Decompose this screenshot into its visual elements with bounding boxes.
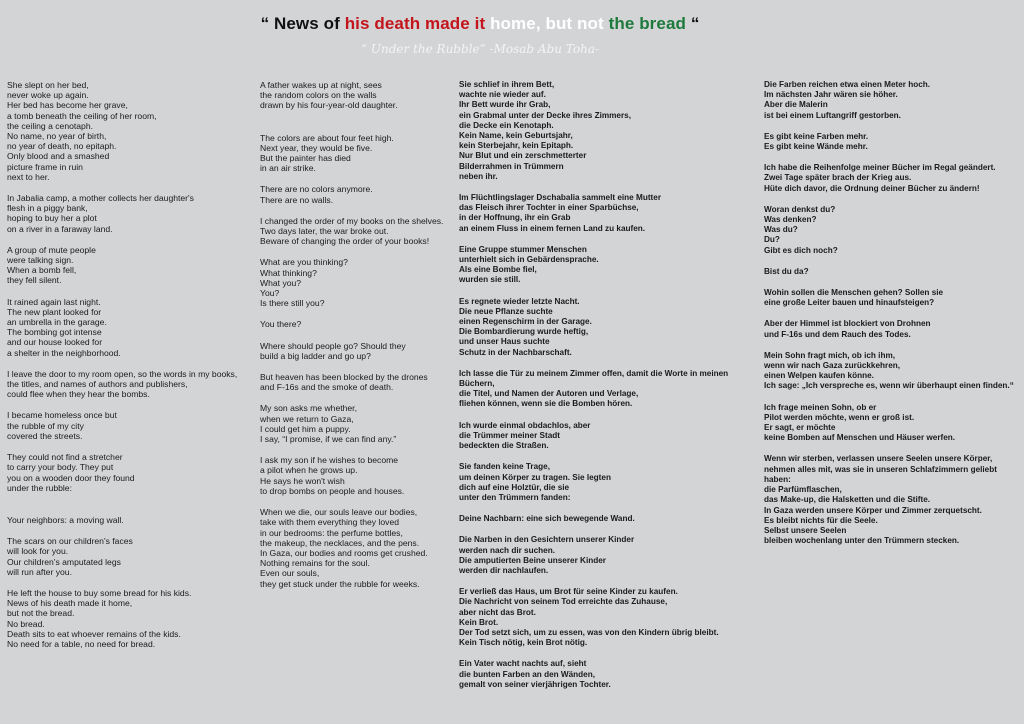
poster-subtitle: “ Under the Rubble” -Mosab Abu Toha- [360, 42, 600, 56]
title-open: “ News of [260, 14, 345, 33]
stanza: Er verließ das Haus, um Brot für seine Kinder zu kaufen. Die Nachricht von seinem Tod erreichte das Zuhause, aber nicht das Brot. Kein Brot. Der Tod setzt sich, um zu essen, was von den Kindern übrig bleibt. Kein Tisch nötig, kein Brot nötig. [459, 587, 719, 648]
title-red-part: his death made it [344, 14, 491, 33]
stanza: What are you thinking? What thinking? What you? You? Is there still you? [260, 257, 348, 309]
stanza: My son asks me whether, when we return to Gaza, I could get him a puppy. I say, “I promise, if we can find any.” [260, 403, 397, 445]
stanza: Die Narben in den Gesichtern unserer Kinder werden nach dir suchen. Die amputierten Beine unserer Kinder werden dir nachlaufen. [459, 535, 635, 575]
stanza: There are no colors anymore. There are no walls. [260, 184, 373, 205]
stanza: Where should people go? Should they build a big ladder and go up? [260, 340, 406, 361]
stanza: Eine Gruppe stummer Menschen unterhielt sich in Gebärdensprache. Als eine Bombe fiel, wurden sie still. [459, 244, 599, 285]
stanza: He left the house to buy some bread for his kids. News of his death made it home, but not the bread. No bread. Death sits to eat whoever remains of the kids. No need for a table, no need for bread. [7, 587, 192, 649]
stanza: Bist du da? [764, 266, 809, 276]
stanza: Ich wurde einmal obdachlos, aber die Trümmer meiner Stadt bedeckten die Straßen. [459, 420, 591, 451]
stanza: I became homeless once but the rubble of my city covered the streets. [7, 410, 117, 441]
stanza: Wohin sollen die Menschen gehen? Sollen sie eine große Leiter bauen und hinaufsteigen? [764, 288, 944, 308]
stanza: I leave the door to my room open, so the words in my books, the titles, and names of authors and publishers, could flee when they hear the bombs. [7, 368, 238, 400]
stanza: Deine Nachbarn: eine sich bewegende Wand. [459, 514, 635, 524]
stanza: She slept on her bed, never woke up again. Her bed has become her grave, a tomb beneath the ceiling of her room, the ceiling a cenotaph. No name, no year of birth, no year of death, no epitaph. Only blood and a smashed picture frame in ruin next to her. [7, 80, 157, 182]
poster-title [0, 14, 960, 34]
stanza: Ich lasse die Tür zu meinem Zimmer offen, damit die Worte in meinen Büchern, die Titel, und Namen der Autoren und Verlage, fliehen können, wenn sie die Bomben hören. [459, 368, 729, 409]
stanza: In Jabalia camp, a mother collects her daughter's flesh in a piggy bank, hoping to buy her a plot on a river in a faraway land. [7, 193, 194, 234]
stanza: Your neighbors: a moving wall. [7, 514, 124, 525]
stanza: I ask my son if he wishes to become a pilot when he grows up. He says he won't wish to drop bombs on people and houses. [260, 455, 405, 496]
stanza: Im Flüchtlingslager Dschabalia sammelt eine Mutter das Fleisch ihrer Tochter in einer Sparbüchse, in der Hoffnung, ihr ein Grab an einem Fluss in einem fernen Land zu kaufen. [459, 193, 662, 233]
stanza: They could not find a stretcher to carry your body. They put you on a wooden door they found under the rubble: [7, 452, 135, 493]
stanza: Sie schlief in ihrem Bett, wachte nie wieder auf. Ihr Bett wurde ihr Grab, ein Grabmal unter der Decke ihres Zimmers, die Decke ein Kenotaph. Kein Name, kein Geburtsjahr, kein Sterbejahr, kein Epitaph. Nur Blut und ein zerschmetterter Bilderrahmen in Trümmern neben ihr. [459, 80, 632, 181]
english-column-1 [7, 80, 252, 660]
stanza: Ich frage meinen Sohn, ob er Pilot werden möchte, wenn er groß ist. Er sagt, er möchte keine Bomben auf Menschen und Häuser werfen. [764, 402, 956, 443]
stanza: Aber der Himmel ist blockiert von Drohnen und F-16s und dem Rauch des Todes. [764, 319, 931, 339]
stanza: Es regnete wieder letzte Nacht. Die neue Pflanze suchte einen Regenschirm in der Garage. Die Bombardierung wurde heftig, und unser Haus suchte Schutz in der Nachbarschaft. [459, 296, 592, 357]
stanza: Ein Vater wacht nachts auf, sieht die bunten Farben an den Wänden, gemalt von seiner vierjährigen Tochter. [459, 659, 611, 689]
stanza: Ich habe die Reihenfolge meiner Bücher im Regal geändert. Zwei Tage später brach der Krieg aus. Hüte dich davor, die Ordnung deiner Bücher zu ändern! [764, 163, 996, 193]
stanza: Sie fanden keine Trage, um deinen Körper zu tragen. Sie legten dich auf eine Holztür, die sie unter den Trümmern fanden: [459, 462, 611, 502]
stanza: But heaven has been blocked by the drones and F-16s and the smoke of death. [260, 372, 428, 393]
english-column-2 [260, 80, 455, 600]
stanza: When we die, our souls leave our bodies, take with them everything they loved in our bedrooms: the perfume bottles, the makeup, the necklaces, and the pens. In Gaza, our bodies and rooms get crushed. Nothing remains for the soul. Even our souls, they get stuck under the rubble for weeks. [260, 507, 428, 589]
stanza: The colors are about four feet high. Next year, they would be five. But the painter has died in an air strike. [260, 132, 394, 174]
stanza: Woran denkst du? Was denken? Was du? Du? Gibt es dich noch? [764, 204, 838, 255]
stanza: I changed the order of my books on the shelves. Two days later, the war broke out. Beware of changing the order of your books! [260, 215, 444, 247]
stanza: The scars on our children's faces will look for you. Our children's amputated legs will run after you. [7, 536, 133, 577]
title-white-part: home, but not [490, 14, 609, 33]
stanza: Mein Sohn fragt mich, ob ich ihm, wenn wir nach Gaza zurückkehren, einen Welpen kaufen könne. Ich sage: „Ich verspreche es, wenn wir überhaupt einen finden.“ [764, 350, 1014, 391]
stanza: Es gibt keine Farben mehr. Es gibt keine Wände mehr. [764, 131, 869, 152]
german-column-2 [764, 80, 1020, 557]
german-column-1 [459, 80, 757, 701]
stanza: Die Farben reichen etwa einen Meter hoch. Im nächsten Jahr wären sie höher. Aber die Malerin ist bei einem Luftangriff gestorben. [764, 80, 931, 120]
stanza: A group of mute people were talking sign. When a bomb fell, they fell silent. [7, 244, 96, 286]
title-close: “ [686, 14, 700, 33]
stanza: Wenn wir sterben, verlassen unsere Seelen unsere Körper, nehmen alles mit, was sie in unseren Schlafzimmern geliebt haben: die Parfümflaschen, das Make-up, die Halsketten und die Stifte. In Gaza werden unsere Körper und Zimmer zerquetscht. Es bleibt nichts für die Seele. Selbst unsere Seelen bleiben wochenlang unter den Trümmern stecken. [764, 454, 997, 546]
title-green-part: the bread [608, 14, 686, 33]
stanza: You there? [260, 319, 302, 330]
stanza: It rained again last night. The new plant looked for an umbrella in the garage. The bombing got intense and our house looked for a shelter in the neighborhood. [7, 296, 121, 358]
stanza: A father wakes up at night, sees the random colors on the walls drawn by his four-year-old daughter. [260, 80, 398, 111]
